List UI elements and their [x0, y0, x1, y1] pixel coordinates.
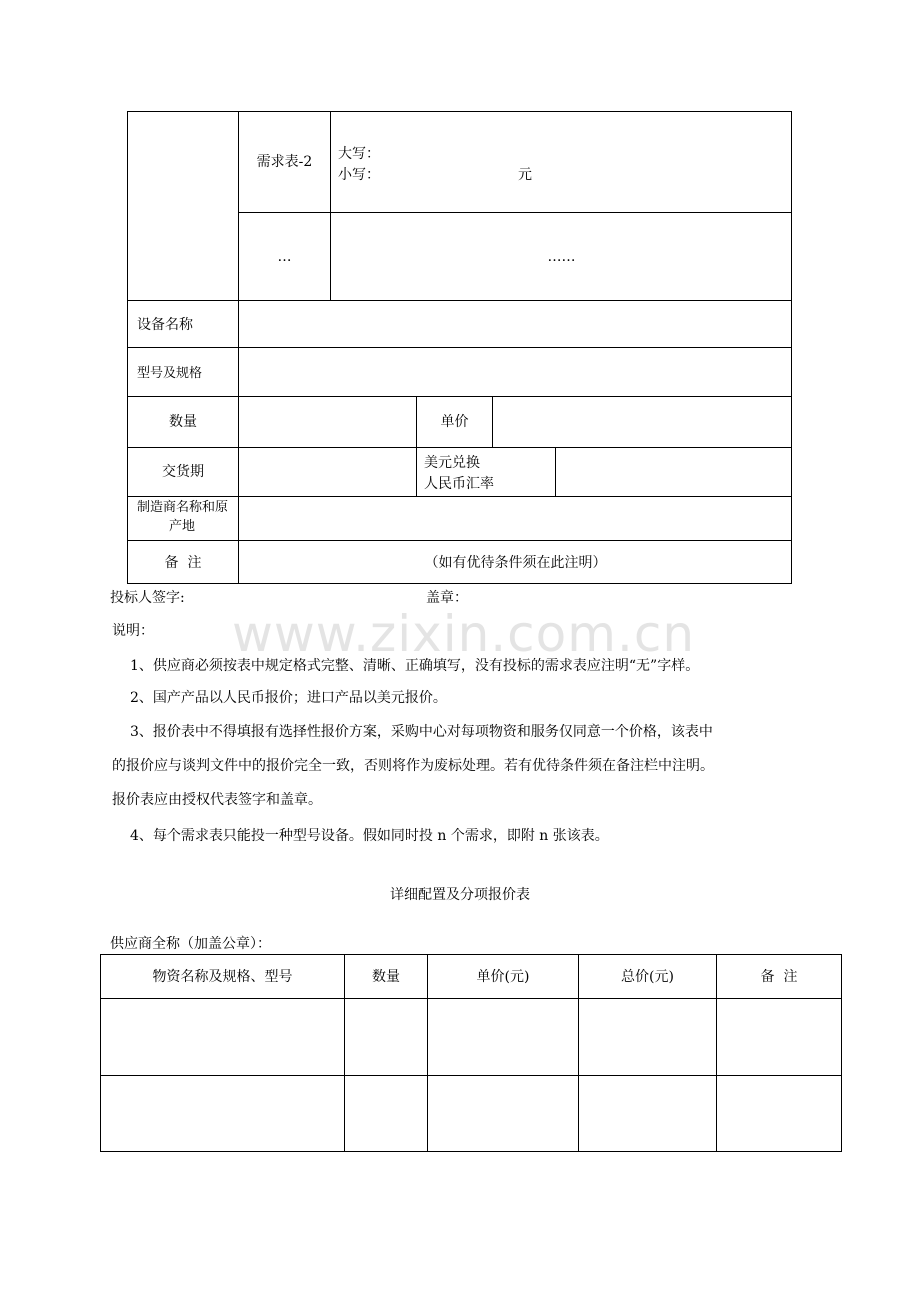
note-1: 1、供应商必须按表中规定格式完整、清晰、正确填写，没有投标的需求表应注明“无”字样。: [130, 658, 700, 674]
requirement-label: 需求表-2: [256, 154, 313, 170]
note-3-line3: 报价表应由授权代表签字和盖章。: [112, 792, 322, 808]
remarks-hint: （如有优待条件须在此注明）: [424, 554, 607, 571]
exchange-rate-label-line1: 美元兑换: [424, 455, 480, 471]
detail-table-title: 详细配置及分项报价表: [390, 887, 530, 903]
note-3-line1: 3、报价表中不得填报有选择性报价方案，采购中心对每项物资和服务仅同意一个价格，该表中: [130, 724, 713, 740]
manufacturer-label-line1: 制造商名称和原: [137, 500, 229, 515]
note-2: 2、国产产品以人民币报价；进口产品以美元报价。: [130, 690, 447, 706]
seal-label: 盖章：: [426, 590, 468, 606]
header-unit-price: 单价(元): [476, 968, 530, 985]
quantity-label: 数量: [169, 414, 197, 430]
header-remarks: 备 注: [760, 968, 798, 985]
currency-yuan: 元: [518, 167, 532, 183]
manufacturer-label-line2: 产地: [169, 519, 196, 534]
supplier-name-label: 供应商全称（加盖公章）：: [110, 936, 271, 952]
amount-lowercase-label: 小写：: [338, 167, 380, 183]
header-quantity: 数量: [372, 968, 400, 985]
remarks-label: 备 注: [164, 554, 202, 571]
model-spec-label: 型号及规格: [137, 366, 203, 381]
ellipsis-long: ……: [547, 248, 576, 265]
note-3-line2: 的报价应与谈判文件中的报价完全一致，否则将作为废标处理。若有优待条件须在备注栏中注明。: [112, 758, 714, 774]
exchange-rate-label-line2: 人民币汇率: [424, 476, 494, 492]
equipment-name-label: 设备名称: [137, 317, 193, 333]
unit-price-label: 单价: [440, 414, 469, 430]
header-total-price: 总价(元): [621, 968, 674, 985]
ellipsis-short: …: [277, 248, 292, 265]
delivery-period-label: 交货期: [162, 464, 204, 480]
bidder-signature-label: 投标人签字:: [110, 590, 185, 606]
note-4: 4、每个需求表只能投一种型号设备。假如同时投 n 个需求，即附 n 张该表。: [130, 828, 609, 844]
notes-title: 说明：: [112, 623, 154, 639]
header-item-name: 物资名称及规格、型号: [152, 968, 293, 985]
amount-uppercase-label: 大写：: [338, 146, 380, 162]
watermark: www.zixin.com.cn: [232, 605, 696, 663]
